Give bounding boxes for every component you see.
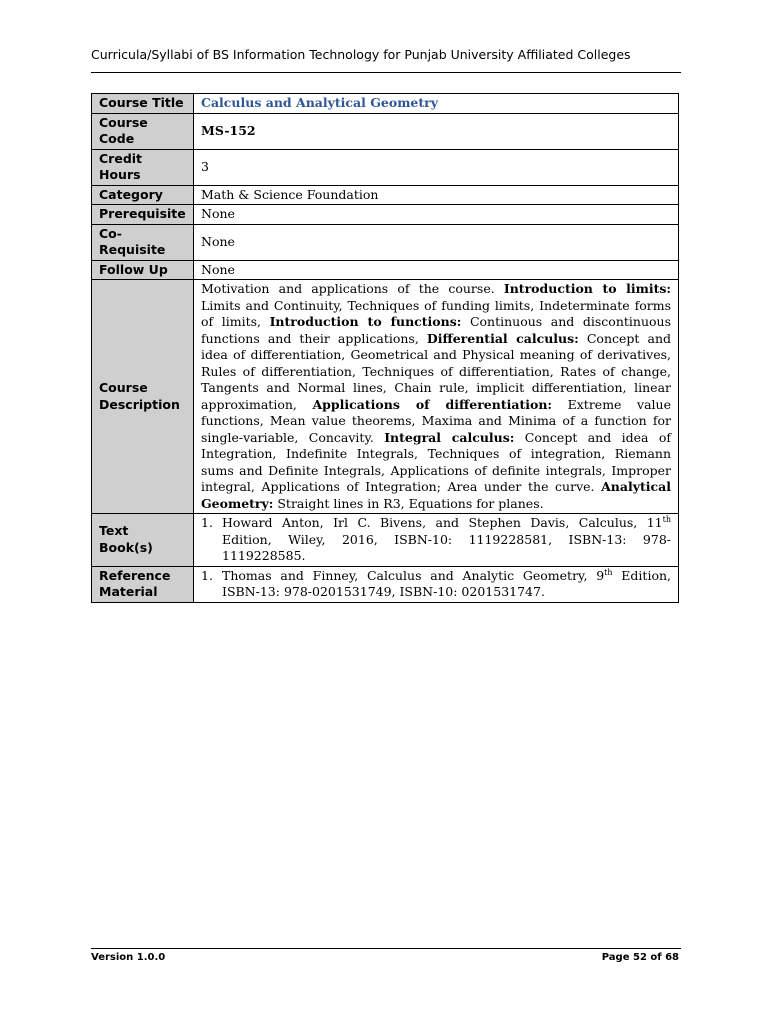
label-course-title: Course Title xyxy=(92,94,194,114)
desc-heading: Applications of differentiation: xyxy=(312,396,553,412)
desc-heading: Analytical Geometry: xyxy=(201,479,671,511)
citation-part: Howard Anton, Irl C. Bivens, and Stephen Davis, Calculus, 11 xyxy=(222,515,663,530)
citation-part: Edition, ISBN-13: 978-0201531749, ISBN-10: 0201531747. xyxy=(222,567,671,599)
value-credit-hours: 3 xyxy=(194,149,679,185)
version-label: Version 1.0.0 xyxy=(91,952,166,963)
row-category xyxy=(92,185,679,205)
footer-divider xyxy=(91,948,681,949)
desc-heading: Integral calculus: xyxy=(384,429,515,445)
desc-heading: Introduction to limits: xyxy=(503,281,672,296)
label-credit-hours: Credit Hours xyxy=(92,149,194,185)
course-table xyxy=(91,93,679,603)
superscript: th xyxy=(662,514,671,524)
row-course-code xyxy=(92,113,679,149)
desc-text: Continuous and discontinuous functions and their applications, xyxy=(201,314,671,346)
value-course-code: MS-152 xyxy=(194,113,679,149)
list-item xyxy=(201,568,671,601)
row-reference-material xyxy=(92,566,679,602)
value-prerequisite: None xyxy=(194,205,679,225)
label-category: Category xyxy=(92,185,194,205)
value-category: Math & Science Foundation xyxy=(194,185,679,205)
list-item-text xyxy=(222,515,671,565)
value-co-requisite: None xyxy=(194,224,679,260)
desc-heading: Differential calculus: xyxy=(426,330,579,346)
label-follow-up: Follow Up xyxy=(92,260,194,280)
desc-text: Concept and idea of Integration, Indefinite Integrals, Techniques of integration, Riemann sums and Definite Integrals, Applications of definite integrals, Improper integral, Applications of Integration; Area under the curve. xyxy=(201,429,671,494)
page-header: Curricula/Syllabi of BS Information Technology for Punjab University Affiliated Colleges xyxy=(91,47,631,62)
label-prerequisite: Prerequisite xyxy=(92,205,194,225)
row-co-requisite xyxy=(92,224,679,260)
label-course-description: Course Description xyxy=(92,280,194,514)
row-prerequisite xyxy=(92,205,679,225)
desc-text: Motivation and applications of the course. xyxy=(201,281,504,296)
list-number: 1. xyxy=(201,567,213,583)
row-follow-up xyxy=(92,260,679,280)
desc-text: Extreme value functions, Mean value theorems, Maxima and Minima of a function for single-variable, Concavity. xyxy=(201,396,671,445)
value-reference-material xyxy=(194,566,679,602)
citation-part: Edition, Wiley, 2016, ISBN-10: 1119228581, ISBN-13: 978-1119228585. xyxy=(222,531,671,563)
list-item xyxy=(201,515,671,565)
row-text-books xyxy=(92,514,679,567)
desc-text: Limits and Continuity, Techniques of funding limits, Indeterminate forms of limits, xyxy=(201,297,671,329)
row-credit-hours xyxy=(92,149,679,185)
row-course-description xyxy=(92,280,679,514)
list-number: 1. xyxy=(201,515,213,530)
desc-heading: Introduction to functions: xyxy=(269,314,462,329)
label-course-code: Course Code xyxy=(92,113,194,149)
value-follow-up: None xyxy=(194,260,679,280)
superscript: th xyxy=(604,567,613,577)
row-course-title xyxy=(92,94,679,114)
value-course-title: Calculus and Analytical Geometry xyxy=(194,94,679,114)
value-course-description xyxy=(194,280,679,514)
label-co-requisite: Co-Requisite xyxy=(92,224,194,260)
list-item-text xyxy=(222,568,671,601)
citation-part: Thomas and Finney, Calculus and Analytic Geometry, 9 xyxy=(222,567,605,583)
value-text-books xyxy=(194,514,679,567)
header-divider xyxy=(91,72,681,73)
page-number: Page 52 of 68 xyxy=(601,952,679,963)
label-text-books: Text Book(s) xyxy=(92,514,194,567)
label-reference-material: Reference Material xyxy=(92,566,194,602)
desc-text: Concept and idea of differentiation, Geometrical and Physical meaning of derivatives, Rules of differentiation, Techniques of differentiation, Rates of change, Tangents and Normal lines, Chain rule, implicit differentiation, linear approximation, xyxy=(201,330,671,412)
desc-text: Straight lines in R3, Equations for planes. xyxy=(273,495,544,511)
